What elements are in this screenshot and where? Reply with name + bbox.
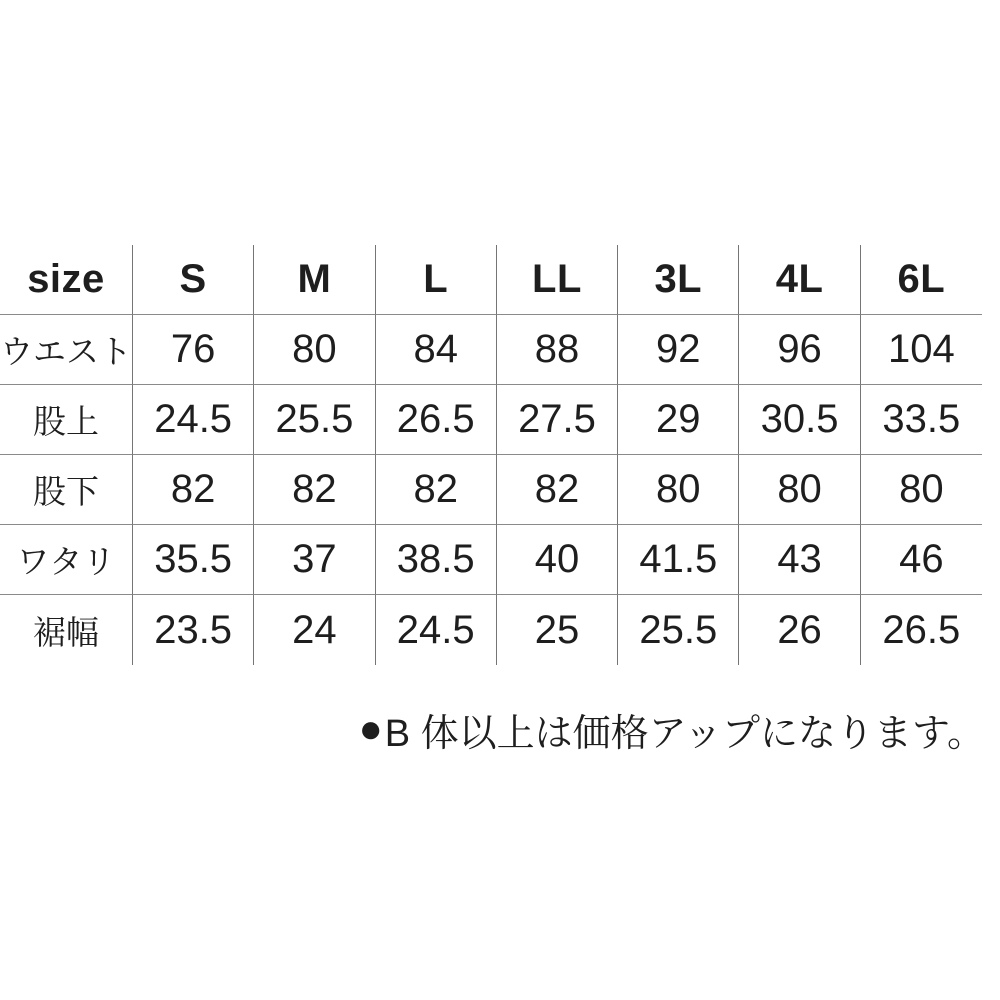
- table-cell: 96: [739, 315, 860, 385]
- row-label-thigh: ワタリ: [0, 525, 133, 595]
- row-label-waist: ウエスト: [0, 315, 133, 385]
- table-cell: 41.5: [618, 525, 739, 595]
- header-cell-3l: 3L: [618, 245, 739, 315]
- table-cell: 82: [254, 455, 375, 525]
- table-cell: 25.5: [254, 385, 375, 455]
- table-cell: 82: [376, 455, 497, 525]
- table-cell: 30.5: [739, 385, 860, 455]
- table-cell: 24: [254, 595, 375, 665]
- header-cell-s: S: [133, 245, 254, 315]
- size-table: [0, 245, 982, 665]
- table-cell: 82: [133, 455, 254, 525]
- header-cell-4l: 4L: [739, 245, 860, 315]
- table-cell: 80: [254, 315, 375, 385]
- table-cell: 40: [497, 525, 618, 595]
- table-cell: 35.5: [133, 525, 254, 595]
- table-cell: 37: [254, 525, 375, 595]
- row-label-inseam: 股下: [0, 455, 133, 525]
- table-cell: 29: [618, 385, 739, 455]
- row-label-hem: 裾幅: [0, 595, 133, 665]
- table-cell: 80: [739, 455, 860, 525]
- table-cell: 24.5: [376, 595, 497, 665]
- table-cell: 76: [133, 315, 254, 385]
- table-cell: 26: [739, 595, 860, 665]
- table-cell: 26.5: [882, 607, 961, 652]
- table-cell: 104: [861, 315, 982, 385]
- table-cell: 23.5: [133, 595, 254, 665]
- header-cell-m: M: [254, 245, 375, 315]
- table-cell: 80: [861, 455, 982, 525]
- table-cell: 46: [861, 525, 982, 595]
- header-cell-6l: 6L: [861, 245, 982, 315]
- table-cell: 25.5: [618, 595, 739, 665]
- table-cell: 43: [739, 525, 860, 595]
- table-cell: 80: [618, 455, 739, 525]
- table-cell: 25: [497, 595, 618, 665]
- header-cell-l: L: [376, 245, 497, 315]
- header-cell-size: size: [0, 245, 133, 315]
- price-note: [359, 697, 985, 761]
- price-note-text: B 体以上は価格アップになります。: [384, 712, 985, 755]
- table-cell: 33.5: [861, 385, 982, 455]
- row-label-rise: 股上: [0, 385, 133, 455]
- bullet-icon: ●: [358, 707, 383, 751]
- table-cell: 27.5: [497, 385, 618, 455]
- table-cell: 82: [497, 455, 618, 525]
- table-cell: 24.5: [133, 385, 254, 455]
- table-cell: 92: [618, 315, 739, 385]
- table-cell: 38.5: [376, 525, 497, 595]
- header-cell-ll: LL: [497, 245, 618, 315]
- table-cell: 88: [497, 315, 618, 385]
- table-cell: 26.5: [376, 385, 497, 455]
- table-cell: 84: [376, 315, 497, 385]
